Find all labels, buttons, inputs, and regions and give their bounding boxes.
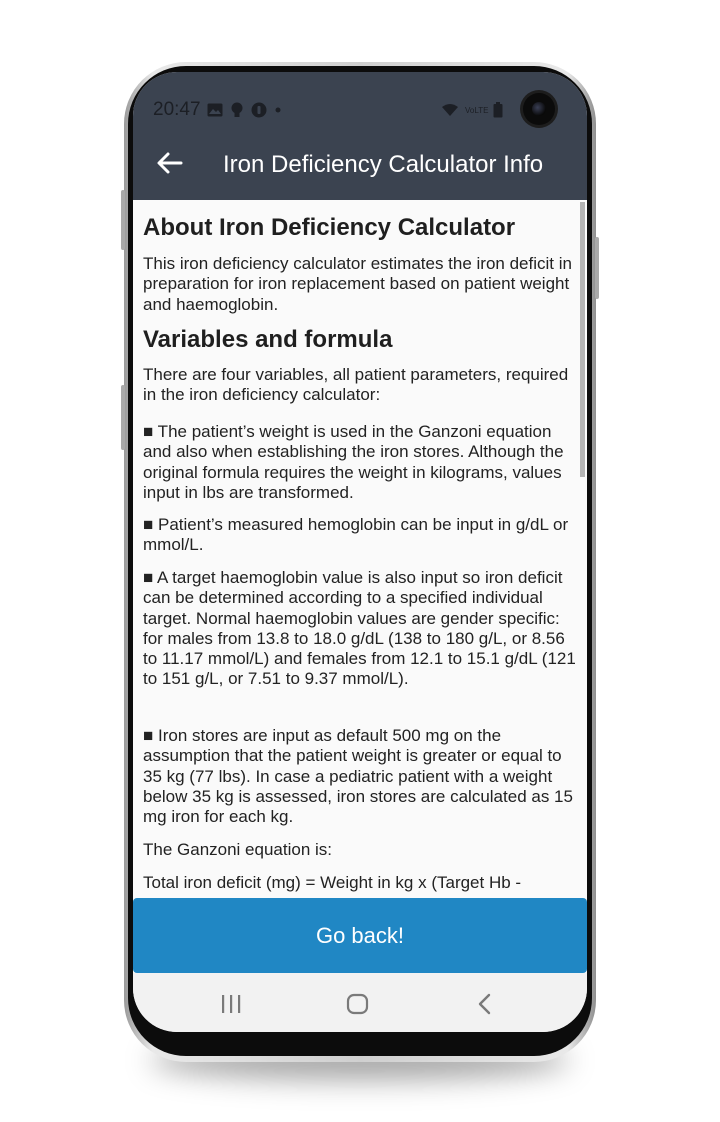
status-bar bbox=[133, 72, 587, 129]
bulb-icon bbox=[231, 102, 243, 118]
system-icons bbox=[441, 102, 503, 118]
ganzoni-formula: Total iron deficit (mg) = Weight in kg x (Target Hb - bbox=[143, 873, 522, 892]
go-back-button[interactable]: Go back! bbox=[133, 898, 587, 973]
heading-variables: Variables and formula bbox=[143, 326, 393, 353]
battery-icon bbox=[493, 102, 503, 118]
info-content[interactable] bbox=[133, 200, 587, 900]
bullet-hemoglobin: ■ Patient’s measured hemoglobin can be input in g/dL or mmol/L. bbox=[143, 515, 569, 555]
dot-icon bbox=[275, 107, 281, 113]
volume-button bbox=[121, 385, 125, 450]
about-text: This iron deficiency calculator estimates the iron deficit in preparation for iron replacement based on patient weight and haemoglobin. bbox=[143, 254, 572, 314]
app-bar bbox=[133, 129, 587, 200]
arrow-left-icon[interactable] bbox=[155, 147, 183, 179]
page-title: Iron Deficiency Calculator Info bbox=[223, 151, 544, 178]
recent-apps-icon[interactable] bbox=[219, 991, 243, 1017]
back-icon[interactable] bbox=[475, 991, 495, 1017]
front-camera bbox=[523, 93, 555, 125]
variables-intro: There are four variables, all patient parameters, required in the iron deficiency calculator: bbox=[143, 365, 569, 405]
image-icon bbox=[207, 103, 223, 117]
heading-about: About Iron Deficiency Calculator bbox=[143, 214, 516, 241]
bullet-weight: ■ The patient’s weight is used in the Ganzoni equation and also when establishing the iron stores. Although the original formula requires the weight in kilograms, values input in lbs are transformed. bbox=[143, 422, 564, 502]
notification-icons bbox=[207, 102, 281, 118]
wifi-icon bbox=[441, 103, 459, 117]
info-circle-icon bbox=[251, 102, 267, 118]
bullet-iron-stores: ■ Iron stores are input as default 500 mg on the assumption that the patient weight is greater or equal to 35 kg (77 lbs). In case a pediatric patient with a weight below 35 kg is assessed, iron stores are calculated as 15 mg iron for each kg. bbox=[143, 726, 573, 827]
scrollbar[interactable] bbox=[580, 202, 585, 477]
bullet-target-hemoglobin: ■ A target haemoglobin value is also input so iron deficit can be determined according to a specified individual target. Normal haemoglobin values are gender specific: for males from 13.8 to 18.0 g/dL (138 to 180 g/L, or 8.56 to 11.17 mmol/L) and females from 12.1 to 15.1 g/dL (121 to 151 g/L, or 7.51 to 9.37 mmol/L). bbox=[143, 568, 576, 689]
status-time: 20:47 bbox=[153, 99, 201, 120]
bixby-button bbox=[595, 237, 599, 299]
navigation-bar bbox=[133, 973, 587, 1032]
screen bbox=[133, 72, 587, 1032]
home-icon[interactable] bbox=[345, 991, 371, 1017]
power-button bbox=[121, 190, 125, 250]
ganzoni-intro: The Ganzoni equation is: bbox=[143, 840, 333, 859]
volte-icon: VoLTE bbox=[465, 105, 489, 115]
